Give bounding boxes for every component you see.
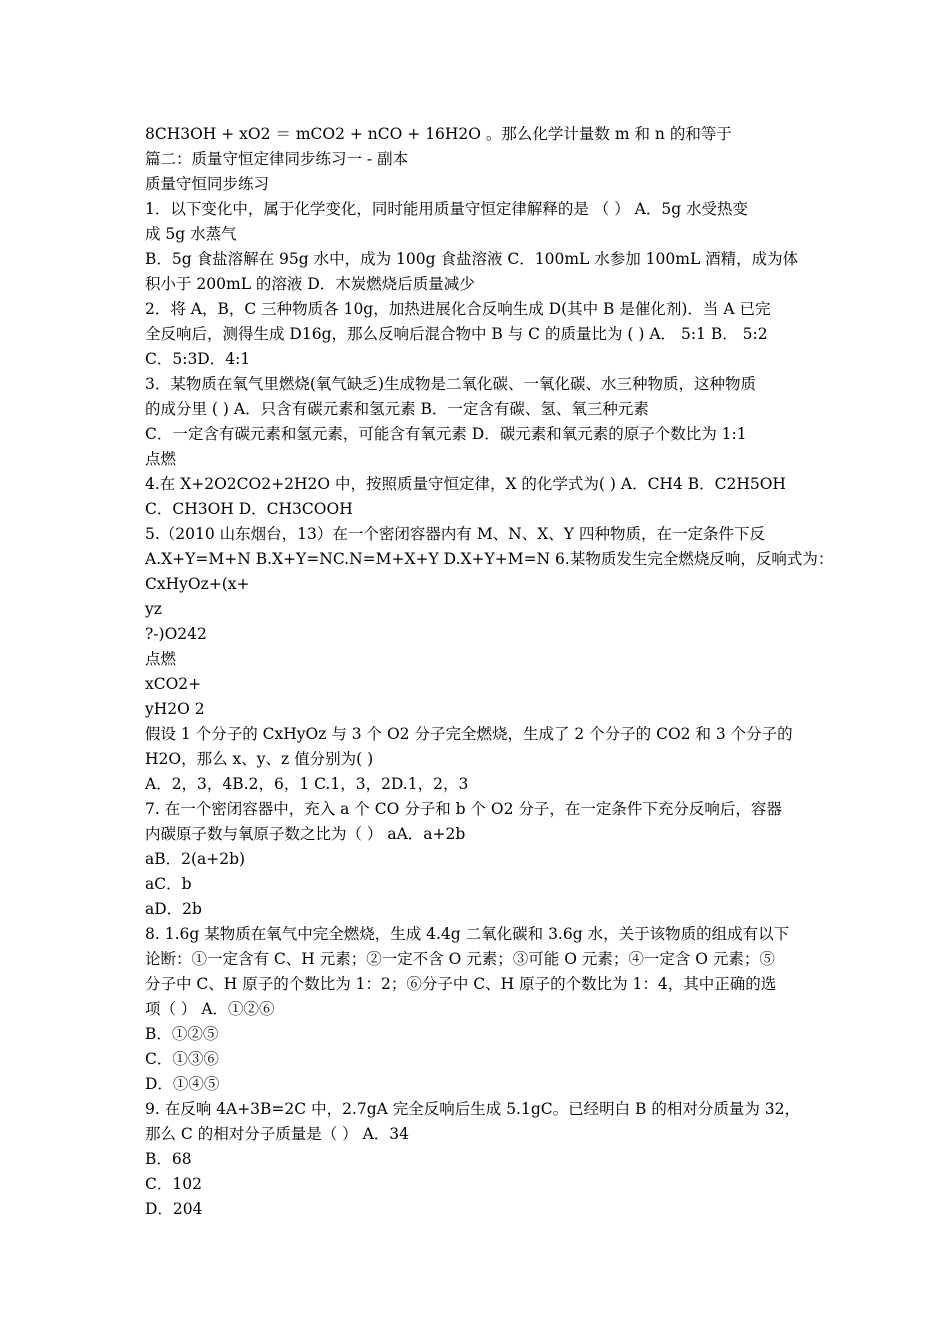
text-line: 内碳原子数与氧原子数之比为（ ） aA．a+2b xyxy=(145,825,466,843)
document-body xyxy=(145,122,834,1222)
text-line: yH2O 2 xyxy=(145,700,205,718)
text-line: 9. 在反响 4A+3B=2C 中，2.7gA 完全反响后生成 5.1gC。已经明白 B 的相对分质量为 32， xyxy=(145,1100,801,1118)
text-line: B．68 xyxy=(145,1150,192,1168)
text-line: 全反响后，测得生成 D16g，那么反响后混合物中 B 与 C 的质量比为 ( ) A． 5:1 B． 5:2 xyxy=(145,325,768,343)
text-line: 假设 1 个分子的 CxHyOz 与 3 个 O2 分子完全燃烧，生成了 2 个分子的 CO2 和 3 个分子的 xyxy=(145,725,793,743)
text-line: 分子中 C、H 原子的个数比为 1：2；⑥分子中 C、H 原子的个数比为 1：4，其中正确的选 xyxy=(145,975,777,993)
text-line: 质量守恒同步练习 xyxy=(145,175,270,193)
text-line: aB．2(a+2b) xyxy=(145,850,246,868)
text-line: 项（ ） A．①②⑥ xyxy=(145,1000,275,1018)
text-line: aD．2b xyxy=(145,900,202,918)
text-line: 的成分里 ( ) A．只含有碳元素和氢元素 B．一定含有碳、氢、氧三种元素 xyxy=(145,400,649,418)
text-line: C．①③⑥ xyxy=(145,1050,219,1068)
text-line: 3．某物质在氧气里燃烧(氧气缺乏)生成物是二氧化碳、一氧化碳、水三种物质，这种物质 xyxy=(145,375,756,393)
text-line: yz xyxy=(145,600,162,618)
text-line: A．2，3，4B.2，6，1 C.1，3，2D.1，2，3 xyxy=(145,775,469,793)
text-line: D．①④⑤ xyxy=(145,1075,220,1093)
text-line: 积小于 200mL 的溶液 D．木炭燃烧后质量减少 xyxy=(145,275,475,293)
text-line: 4.在 X+2O2CO2+2H2O 中，按照质量守恒定律，X 的化学式为( ) A．CH4 B．C2H5OH xyxy=(145,475,786,493)
text-line: 论断：①一定含有 C、H 元素；②一定不含 O 元素；③可能 O 元素；④一定含 O 元素；⑤ xyxy=(145,950,775,968)
text-line: 5.（2010 山东烟台，13）在一个密闭容器内有 M、N、X、Y 四种物质，在一定条件下反 xyxy=(145,525,765,543)
text-line: A.X+Y=M+N B.X+Y=NC.N=M+X+Y D.X+Y+M=N 6.某物质发生完全燃烧反响，反响式为： xyxy=(145,550,834,568)
text-line: C．一定含有碳元素和氢元素，可能含有氧元素 D．碳元素和氧元素的原子个数比为 1:1 xyxy=(145,425,747,443)
text-line: C．102 xyxy=(145,1175,202,1193)
text-line: D．204 xyxy=(145,1200,203,1218)
text-line: 篇二：质量守恒定律同步练习一 - 副本 xyxy=(145,150,409,168)
text-line: 1．以下变化中，属于化学变化，同时能用质量守恒定律解释的是 （ ） A．5g 水受热变 xyxy=(145,200,749,218)
text-line: C．CH3OH D．CH3COOH xyxy=(145,500,353,518)
text-line: 点燃 xyxy=(145,450,177,468)
text-line: 7. 在一个密闭容器中，充入 a 个 CO 分子和 b 个 O2 分子，在一定条件下充分反响后，容器 xyxy=(145,800,782,818)
text-line: 2．将 A，B，C 三种物质各 10g，加热进展化合反响生成 D(其中 B 是催化剂)．当 A 已完 xyxy=(145,300,771,318)
text-line: xCO2+ xyxy=(145,675,202,693)
text-line: C．5:3D．4:1 xyxy=(145,350,251,368)
text-line: 8. 1.6g 某物质在氧气中完全燃烧，生成 4.4g 二氧化碳和 3.6g 水，关于该物质的组成有以下 xyxy=(145,925,790,943)
text-line: B．①②⑤ xyxy=(145,1025,219,1043)
text-line: 8CH3OH + xO2 ＝ mCO2 + nCO + 16H2O 。那么化学计量数 m 和 n 的和等于 xyxy=(145,125,732,143)
text-line: CxHyOz+(x+ xyxy=(145,575,250,593)
text-line: H2O，那么 x、y、z 值分别为( ) xyxy=(145,750,374,768)
text-line: ?-)O242 xyxy=(145,625,207,643)
text-line: 成 5g 水蒸气 xyxy=(145,225,237,243)
text-line: B．5g 食盐溶解在 95g 水中，成为 100g 食盐溶液 C．100mL 水参加 100mL 酒精，成为体 xyxy=(145,250,799,268)
text-line: 点燃 xyxy=(145,650,177,668)
text-line: aC．b xyxy=(145,875,192,893)
text-line: 那么 C 的相对分子质量是（ ） A．34 xyxy=(145,1125,409,1143)
